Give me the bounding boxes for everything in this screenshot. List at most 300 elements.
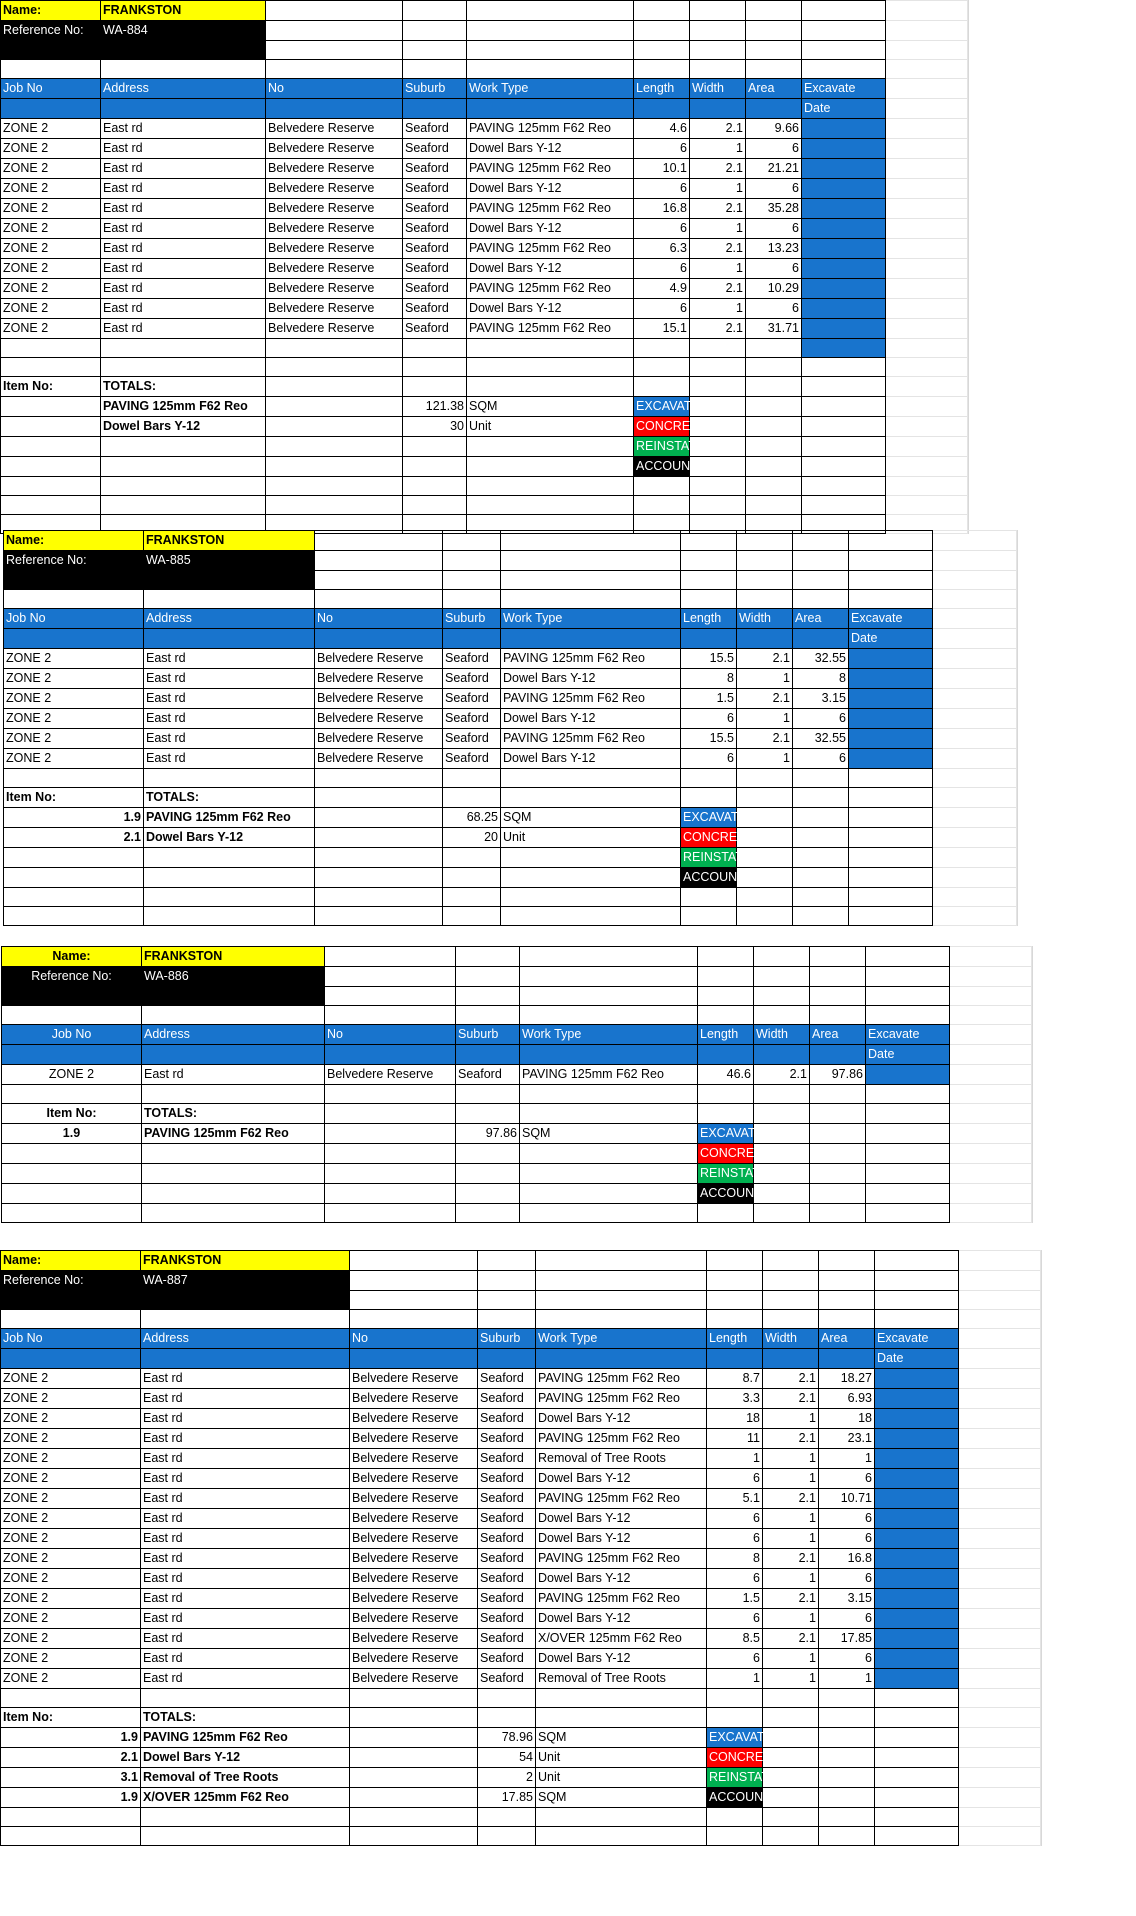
empty-cell [350, 1251, 478, 1271]
cell-job-no: ZONE 2 [1, 1609, 141, 1629]
tail-cell [959, 1609, 1041, 1629]
name-label: Name: [2, 947, 142, 967]
header-row [4, 609, 1017, 629]
empty-cell [456, 967, 520, 987]
empty-cell [698, 1085, 754, 1104]
cell-width: 2.1 [763, 1489, 819, 1509]
cell-width: 2.1 [763, 1429, 819, 1449]
empty-cell [501, 571, 681, 590]
empty-cell [144, 888, 315, 907]
total-unit: SQM [536, 1728, 707, 1748]
spacer-row [1, 1310, 1041, 1329]
cell-length: 1 [707, 1669, 763, 1689]
cell-job-no: ZONE 2 [1, 179, 101, 199]
cell-address: East rd [101, 319, 266, 339]
cell-work-type: PAVING 125mm F62 Reo [467, 199, 634, 219]
table-row [2, 1065, 1032, 1085]
cell-suburb: Seaford [403, 279, 467, 299]
cell-job-no: ZONE 2 [1, 1449, 141, 1469]
empty-cell [1, 339, 101, 358]
empty-cell [142, 1144, 325, 1164]
cell-address: East rd [101, 159, 266, 179]
empty-cell [763, 1291, 819, 1310]
total-description: PAVING 125mm F62 Reo [144, 808, 315, 828]
excavate-date-cell [875, 1609, 959, 1629]
cell-work-type: Dowel Bars Y-12 [501, 709, 681, 729]
cell-address: East rd [101, 279, 266, 299]
empty-cell [536, 1708, 707, 1728]
empty-cell [746, 41, 802, 60]
totals-row [4, 828, 1017, 848]
empty-cell [2, 1085, 142, 1104]
cell-address: East rd [141, 1629, 350, 1649]
header-fill [144, 629, 315, 649]
total-spacer [350, 1788, 478, 1808]
excavate-date-cell [849, 729, 933, 749]
cell-address: East rd [141, 1429, 350, 1449]
column-header: Excavate [849, 609, 933, 629]
empty-cell [819, 1251, 875, 1271]
tail-cell [886, 397, 968, 417]
cell-length: 1.5 [707, 1589, 763, 1609]
blank-row [1, 1827, 1041, 1846]
cell-length: 4.6 [634, 119, 690, 139]
cell-job-no: ZONE 2 [1, 1629, 141, 1649]
cell-no: Belvedere Reserve [315, 749, 443, 769]
empty-cell [350, 1827, 478, 1846]
cell-suburb: Seaford [478, 1369, 536, 1389]
empty-cell [478, 1689, 536, 1708]
column-header: Excavate [802, 79, 886, 99]
cell-area: 6 [819, 1529, 875, 1549]
cell-suburb: Seaford [403, 259, 467, 279]
header-fill [819, 1349, 875, 1369]
cell-length: 6 [634, 179, 690, 199]
cell-work-type: PAVING 125mm F62 Reo [536, 1389, 707, 1409]
reference-fill [101, 41, 266, 60]
column-header: No [315, 609, 443, 629]
column-header: Work Type [501, 609, 681, 629]
empty-cell [266, 496, 403, 515]
empty-cell [754, 1104, 810, 1124]
excavate-date-cell [802, 159, 886, 179]
reference-fill [1, 1291, 141, 1310]
cell-job-no: ZONE 2 [1, 1469, 141, 1489]
empty-cell [707, 1689, 763, 1708]
cell-length: 6 [707, 1469, 763, 1489]
empty-cell [501, 788, 681, 808]
cell-suburb: Seaford [478, 1489, 536, 1509]
empty-cell [810, 1144, 866, 1164]
empty-cell [325, 1164, 456, 1184]
tail-cell [959, 1589, 1041, 1609]
cell-work-type: PAVING 125mm F62 Reo [501, 689, 681, 709]
header-fill [456, 1045, 520, 1065]
empty-cell [325, 947, 456, 967]
header-fill [746, 99, 802, 119]
cell-address: East rd [142, 1065, 325, 1085]
cell-job-no: ZONE 2 [1, 279, 101, 299]
empty-cell [443, 868, 501, 888]
totals-label: TOTALS: [101, 377, 266, 397]
empty-cell [443, 590, 501, 609]
cell-area: 1 [819, 1449, 875, 1469]
cell-width: 1 [737, 749, 793, 769]
tail-cell [933, 590, 1017, 609]
cell-no: Belvedere Reserve [266, 119, 403, 139]
empty-cell [866, 1144, 950, 1164]
cell-address: East rd [141, 1589, 350, 1609]
empty-cell [819, 1271, 875, 1291]
reference-row-2 [1, 41, 968, 60]
empty-cell [698, 947, 754, 967]
empty-cell [325, 1085, 456, 1104]
cell-work-type: PAVING 125mm F62 Reo [467, 279, 634, 299]
totals-row [1, 1788, 1041, 1808]
header-fill [754, 1045, 810, 1065]
empty-cell [634, 339, 690, 358]
empty-cell [1, 477, 101, 496]
empty-cell [746, 60, 802, 79]
column-header: Length [681, 609, 737, 629]
empty-cell [2, 1144, 142, 1164]
stage-concreting: CONCRETING [707, 1748, 763, 1768]
total-quantity: 121.38 [403, 397, 467, 417]
cell-suburb: Seaford [403, 199, 467, 219]
excavate-date-cell [875, 1669, 959, 1689]
header-row-2 [2, 1045, 1032, 1065]
empty-cell [802, 377, 886, 397]
total-quantity: 54 [478, 1748, 536, 1768]
cell-job-no: ZONE 2 [1, 1489, 141, 1509]
cell-width: 1 [763, 1649, 819, 1669]
cell-area: 17.85 [819, 1629, 875, 1649]
cell-address: East rd [141, 1649, 350, 1669]
reference-fill [141, 1291, 350, 1310]
empty-cell [536, 1827, 707, 1846]
column-header: Width [754, 1025, 810, 1045]
empty-cell [634, 377, 690, 397]
tail-cell [959, 1768, 1041, 1788]
cell-job-no: ZONE 2 [1, 319, 101, 339]
blank-row [2, 1204, 1032, 1223]
cell-job-no: ZONE 2 [4, 669, 144, 689]
empty-cell [802, 496, 886, 515]
empty-cell [819, 1748, 875, 1768]
cell-job-no: ZONE 2 [4, 749, 144, 769]
empty-cell [403, 1, 467, 21]
empty-cell [763, 1827, 819, 1846]
cell-area: 10.71 [819, 1489, 875, 1509]
totals-row [1, 1768, 1041, 1788]
empty-cell [456, 1144, 520, 1164]
cell-work-type: PAVING 125mm F62 Reo [501, 649, 681, 669]
empty-cell [746, 21, 802, 41]
excavate-date-cell [849, 769, 933, 788]
cell-address: East rd [141, 1509, 350, 1529]
totals-row [1, 1748, 1041, 1768]
cell-length: 6 [634, 299, 690, 319]
empty-cell [520, 1006, 698, 1025]
empty-cell [866, 1104, 950, 1124]
cell-length: 6 [634, 219, 690, 239]
tail-cell [933, 629, 1017, 649]
tail-cell [886, 457, 968, 477]
cell-no: Belvedere Reserve [350, 1629, 478, 1649]
empty-cell [793, 769, 849, 788]
empty-cell [866, 947, 950, 967]
empty-cell [634, 496, 690, 515]
empty-cell [443, 531, 501, 551]
worksheet-wa-887 [0, 1250, 1042, 1846]
totals-row [1, 1728, 1041, 1748]
totals-label-row [4, 788, 1017, 808]
cell-suburb: Seaford [456, 1065, 520, 1085]
empty-cell [763, 1251, 819, 1271]
table-row [1, 159, 968, 179]
empty-cell [866, 1006, 950, 1025]
excavate-date-cell [802, 279, 886, 299]
cell-no: Belvedere Reserve [315, 709, 443, 729]
header-fill [763, 1349, 819, 1369]
stage-excavation: EXCAVATION [698, 1124, 754, 1144]
stage-reinstating: REINSTATING [681, 848, 737, 868]
header-row-2 [1, 99, 968, 119]
empty-cell [866, 1204, 950, 1223]
tail-cell [959, 1529, 1041, 1549]
empty-cell [266, 1, 403, 21]
empty-cell [866, 967, 950, 987]
tail-cell [959, 1489, 1041, 1509]
tail-cell [959, 1271, 1041, 1291]
column-header: Address [142, 1025, 325, 1045]
cell-suburb: Seaford [443, 669, 501, 689]
cell-address: East rd [141, 1549, 350, 1569]
total-unit: SQM [520, 1124, 698, 1144]
empty-cell [456, 987, 520, 1006]
cell-area: 18.27 [819, 1369, 875, 1389]
empty-cell [746, 457, 802, 477]
empty-cell [266, 377, 403, 397]
tail-cell [950, 1144, 1032, 1164]
sheet-table [0, 0, 968, 534]
cell-job-no: ZONE 2 [1, 219, 101, 239]
column-header: Suburb [443, 609, 501, 629]
totals-label-row [1, 377, 968, 397]
item-no-label: Item No: [1, 377, 101, 397]
empty-cell [707, 1251, 763, 1271]
cell-work-type: PAVING 125mm F62 Reo [467, 319, 634, 339]
table-row [1, 1529, 1041, 1549]
total-spacer [350, 1728, 478, 1748]
excavate-date-cell [802, 339, 886, 358]
empty-cell [802, 437, 886, 457]
header-fill [681, 629, 737, 649]
empty-cell [467, 377, 634, 397]
totals-row [2, 1144, 1032, 1164]
empty-cell [536, 1271, 707, 1291]
tail-cell [950, 1164, 1032, 1184]
blank-row [1, 496, 968, 515]
cell-no: Belvedere Reserve [350, 1609, 478, 1629]
total-spacer [325, 1124, 456, 1144]
cell-length: 6 [707, 1509, 763, 1529]
column-header: Suburb [403, 79, 467, 99]
empty-cell [467, 457, 634, 477]
blank-row [4, 888, 1017, 907]
cell-area: 1 [819, 1669, 875, 1689]
cell-suburb: Seaford [443, 649, 501, 669]
empty-cell [802, 60, 886, 79]
empty-cell [467, 358, 634, 377]
empty-cell [737, 788, 793, 808]
reference-row [1, 21, 968, 41]
cell-width: 2.1 [690, 199, 746, 219]
header-fill [2, 1045, 142, 1065]
totals-row [1, 437, 968, 457]
cell-address: East rd [141, 1469, 350, 1489]
empty-cell [763, 1689, 819, 1708]
empty-cell [536, 1310, 707, 1329]
cell-length: 1 [707, 1449, 763, 1469]
total-spacer [266, 417, 403, 437]
empty-cell [101, 339, 266, 358]
tail-cell [886, 239, 968, 259]
table-row [1, 139, 968, 159]
tail-cell [933, 888, 1017, 907]
cell-job-no: ZONE 2 [4, 729, 144, 749]
cell-length: 6 [707, 1649, 763, 1669]
empty-cell [819, 1768, 875, 1788]
tail-cell [933, 669, 1017, 689]
table-row [1, 199, 968, 219]
empty-cell [681, 888, 737, 907]
item-number: 2.1 [1, 1748, 141, 1768]
empty-cell [325, 1204, 456, 1223]
totals-row [2, 1164, 1032, 1184]
cell-work-type: Dowel Bars Y-12 [536, 1469, 707, 1489]
empty-cell [315, 907, 443, 926]
cell-work-type: PAVING 125mm F62 Reo [467, 119, 634, 139]
empty-cell [2, 1164, 142, 1184]
empty-cell [690, 21, 746, 41]
reference-value: WA-885 [144, 551, 315, 571]
empty-cell [467, 437, 634, 457]
excavate-date-cell [875, 1589, 959, 1609]
excavate-date-cell [875, 1369, 959, 1389]
cell-address: East rd [141, 1529, 350, 1549]
header-row [1, 1329, 1041, 1349]
stage-reinstating: REINSTATING [707, 1768, 763, 1788]
cell-no: Belvedere Reserve [266, 299, 403, 319]
cell-width: 2.1 [737, 729, 793, 749]
cell-length: 11 [707, 1429, 763, 1449]
empty-cell [315, 590, 443, 609]
empty-cell [467, 41, 634, 60]
totals-row [4, 848, 1017, 868]
excavate-date-cell [802, 179, 886, 199]
empty-cell [849, 888, 933, 907]
cell-area: 10.29 [746, 279, 802, 299]
cell-area: 6 [746, 299, 802, 319]
cell-address: East rd [101, 219, 266, 239]
empty-cell [141, 1808, 350, 1827]
empty-cell [456, 1104, 520, 1124]
cell-length: 8.7 [707, 1369, 763, 1389]
cell-suburb: Seaford [403, 139, 467, 159]
tail-cell [933, 828, 1017, 848]
tail-cell [886, 119, 968, 139]
reference-label: Reference No: [1, 21, 101, 41]
cell-work-type: PAVING 125mm F62 Reo [536, 1549, 707, 1569]
column-header-date: Date [866, 1045, 950, 1065]
column-header: Job No [1, 1329, 141, 1349]
empty-cell [875, 1271, 959, 1291]
table-row [4, 669, 1017, 689]
cell-length: 6 [681, 749, 737, 769]
empty-cell [634, 60, 690, 79]
header-fill [403, 99, 467, 119]
table-row [1, 1609, 1041, 1629]
empty-cell [350, 1291, 478, 1310]
empty-cell [763, 1271, 819, 1291]
cell-no: Belvedere Reserve [350, 1489, 478, 1509]
reference-value: WA-886 [142, 967, 325, 987]
empty-cell [101, 358, 266, 377]
empty-cell [810, 1085, 866, 1104]
header-row [2, 1025, 1032, 1045]
reference-label: Reference No: [1, 1271, 141, 1291]
excavate-date-cell [802, 299, 886, 319]
tail-cell [933, 609, 1017, 629]
empty-cell [746, 339, 802, 358]
cell-area: 21.21 [746, 159, 802, 179]
empty-cell [737, 888, 793, 907]
tail-cell [886, 299, 968, 319]
empty-cell [875, 1728, 959, 1748]
cell-width: 1 [690, 259, 746, 279]
name-value: FRANKSTON [141, 1251, 350, 1271]
cell-address: East rd [144, 729, 315, 749]
empty-cell [403, 457, 467, 477]
empty-cell [866, 1124, 950, 1144]
tail-cell [959, 1649, 1041, 1669]
worksheet-wa-886 [1, 946, 1033, 1223]
tail-cell [959, 1788, 1041, 1808]
cell-width: 1 [763, 1409, 819, 1429]
cell-area: 6 [746, 259, 802, 279]
empty-cell [690, 41, 746, 60]
empty-cell [4, 848, 144, 868]
total-unit: SQM [536, 1788, 707, 1808]
empty-cell [634, 21, 690, 41]
empty-cell [403, 339, 467, 358]
header-fill [707, 1349, 763, 1369]
tail-cell [933, 769, 1017, 788]
cell-suburb: Seaford [478, 1669, 536, 1689]
stage-reinstating: REINSTATING [634, 437, 690, 457]
empty-cell [325, 987, 456, 1006]
cell-address: East rd [101, 239, 266, 259]
empty-cell [325, 1006, 456, 1025]
empty-cell [707, 1708, 763, 1728]
tail-cell [959, 1389, 1041, 1409]
column-header: No [266, 79, 403, 99]
tail-cell [950, 987, 1032, 1006]
cell-job-no: ZONE 2 [1, 259, 101, 279]
cell-address: East rd [101, 299, 266, 319]
cell-area: 35.28 [746, 199, 802, 219]
